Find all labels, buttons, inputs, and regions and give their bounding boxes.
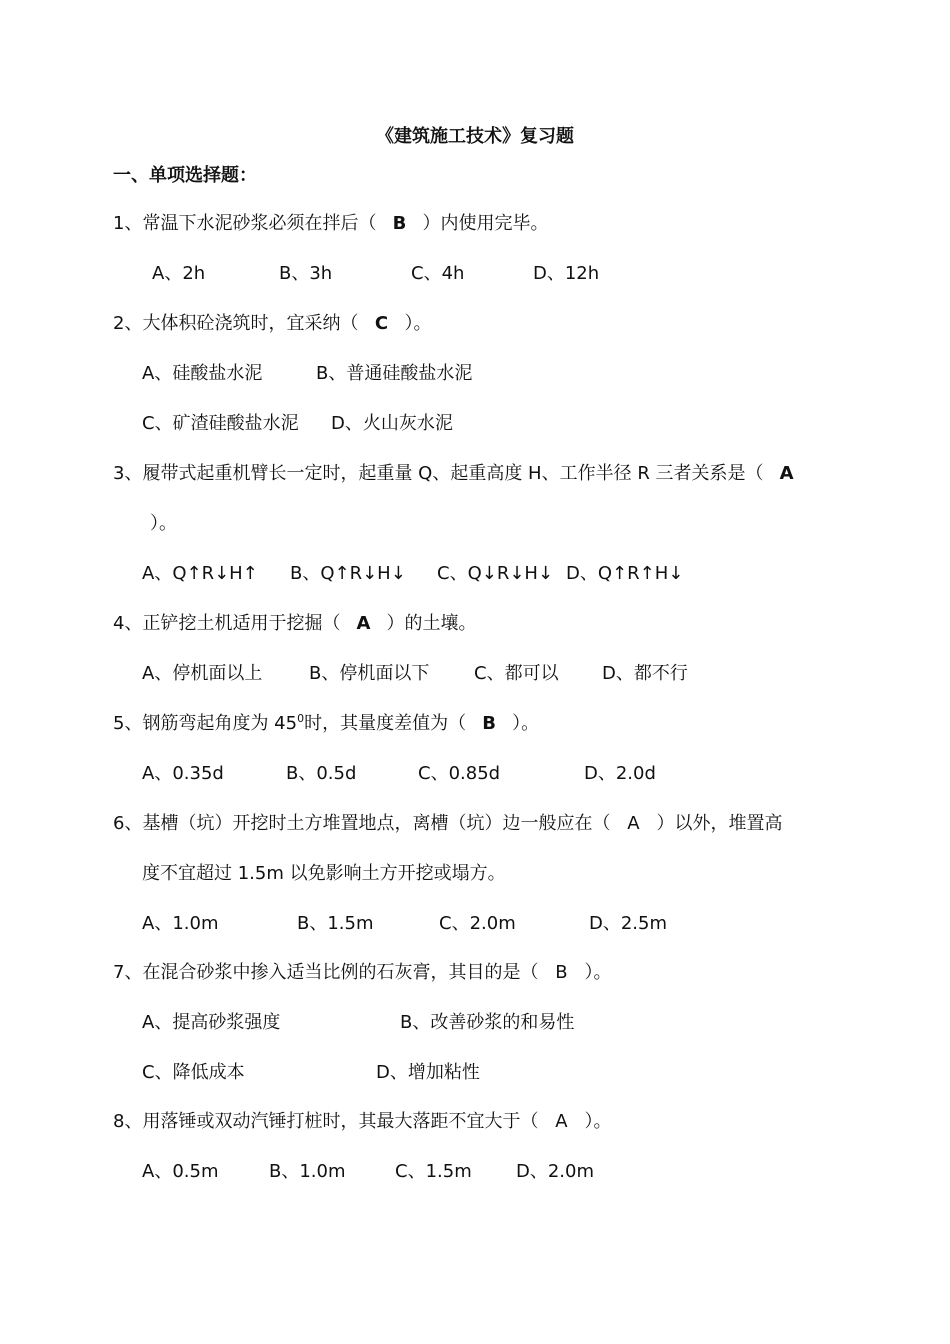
question-1-answer: B [392, 213, 407, 234]
option: A、Q↑R↓H↑ [142, 563, 258, 584]
option: A、2h [152, 263, 206, 284]
question-4-text-end: ）的土壤。 [386, 613, 477, 634]
question-8 [113, 1109, 611, 1135]
question-3-continuation: ）。 [150, 513, 177, 534]
question-6-answer: A [627, 813, 640, 834]
option: D、2.0m [516, 1161, 595, 1182]
option: B、0.5d [286, 763, 357, 784]
question-7-text-end: ）。 [584, 962, 612, 983]
option: C、都可以 [474, 663, 559, 684]
option: D、Q↑R↑H↓ [566, 563, 684, 584]
question-4 [113, 611, 476, 637]
question-2 [113, 311, 431, 337]
option: A、0.35d [142, 763, 224, 784]
option: A、0.5m [142, 1161, 219, 1182]
question-3-options [142, 561, 683, 587]
question-4-text: 4、正铲挖土机适用于挖掘（ [113, 613, 341, 634]
question-1 [113, 211, 548, 237]
question-1-text: 1、常温下水泥砂浆必须在拌后（ [113, 213, 377, 234]
option: C、4h [411, 263, 465, 284]
question-3-text: 3、履带式起重机臂长一定时，起重量 Q、起重高度 H、工作半径 R 三者关系是（ [113, 463, 764, 484]
question-5-text-mid: 时，其量度差值为（ [304, 713, 467, 734]
question-5-options [142, 761, 656, 787]
option: A、硅酸盐水泥 [142, 363, 263, 384]
option: A、提高砂浆强度 [142, 1012, 281, 1033]
question-8-options [142, 1159, 594, 1185]
question-8-text: 8、用落锤或双动汽锤打桩时，其最大落距不宜大于（ [113, 1111, 539, 1132]
option: B、1.5m [297, 913, 374, 934]
question-4-options [142, 661, 688, 687]
option: B、普通硅酸盐水泥 [316, 363, 473, 384]
option: C、降低成本 [142, 1062, 245, 1083]
option: D、火山灰水泥 [331, 413, 453, 434]
section-heading: 一、单项选择题： [113, 165, 257, 186]
question-5-answer: B [482, 713, 496, 734]
question-1-text-end: ）内使用完毕。 [422, 213, 549, 234]
question-8-text-end: ）。 [584, 1111, 612, 1132]
question-5 [113, 711, 539, 737]
question-4-answer: A [356, 613, 371, 634]
question-2-options-row-1 [142, 361, 472, 387]
option: C、0.85d [418, 763, 501, 784]
question-7-options-row-1 [142, 1010, 574, 1036]
question-5-text-end: ）。 [512, 713, 540, 734]
option: C、Q↓R↓H↓ [437, 563, 554, 584]
option: B、改善砂浆的和易性 [400, 1012, 575, 1033]
question-3 [113, 461, 810, 487]
question-7-text: 7、在混合砂浆中掺入适当比例的石灰膏，其目的是（ [113, 962, 539, 983]
question-2-text-end: ）。 [404, 313, 432, 334]
option: B、停机面以下 [309, 663, 430, 684]
question-1-options [152, 261, 599, 287]
question-2-text: 2、大体积砼浇筑时，宜采纳（ [113, 313, 359, 334]
question-6 [113, 811, 782, 837]
option: C、1.5m [395, 1161, 472, 1182]
question-7 [113, 960, 611, 986]
question-8-answer: A [555, 1111, 568, 1132]
question-5-text: 5、钢筋弯起角度为 45 [113, 713, 298, 734]
question-2-answer: C [374, 313, 389, 334]
question-6-text-end: ）以外，堆置高 [656, 813, 783, 834]
question-6-text: 6、基槽（坑）开挖时土方堆置地点，离槽（坑）边一般应在（ [113, 813, 611, 834]
option: B、Q↑R↓H↓ [290, 563, 406, 584]
question-6-continuation: 度不宜超过 1.5m 以免影响土方开挖或塌方。 [142, 863, 506, 884]
option: D、增加粘性 [376, 1062, 480, 1083]
question-7-answer: B [555, 962, 568, 983]
option: D、2.5m [589, 913, 668, 934]
option: D、2.0d [584, 763, 656, 784]
option: B、1.0m [269, 1161, 346, 1182]
question-3-answer: A [779, 463, 794, 484]
question-2-options-row-2 [142, 411, 453, 437]
question-6-options [142, 911, 667, 937]
option: C、矿渣硅酸盐水泥 [142, 413, 299, 434]
option: A、1.0m [142, 913, 219, 934]
option: C、2.0m [439, 913, 516, 934]
option: D、12h [533, 263, 600, 284]
option: B、3h [279, 263, 333, 284]
option: A、停机面以上 [142, 663, 263, 684]
option: D、都不行 [602, 663, 688, 684]
question-7-options-row-2 [142, 1060, 480, 1086]
document-title: 《建筑施工技术》复习题 [376, 126, 574, 147]
degree-superscript: 0 [297, 712, 305, 725]
